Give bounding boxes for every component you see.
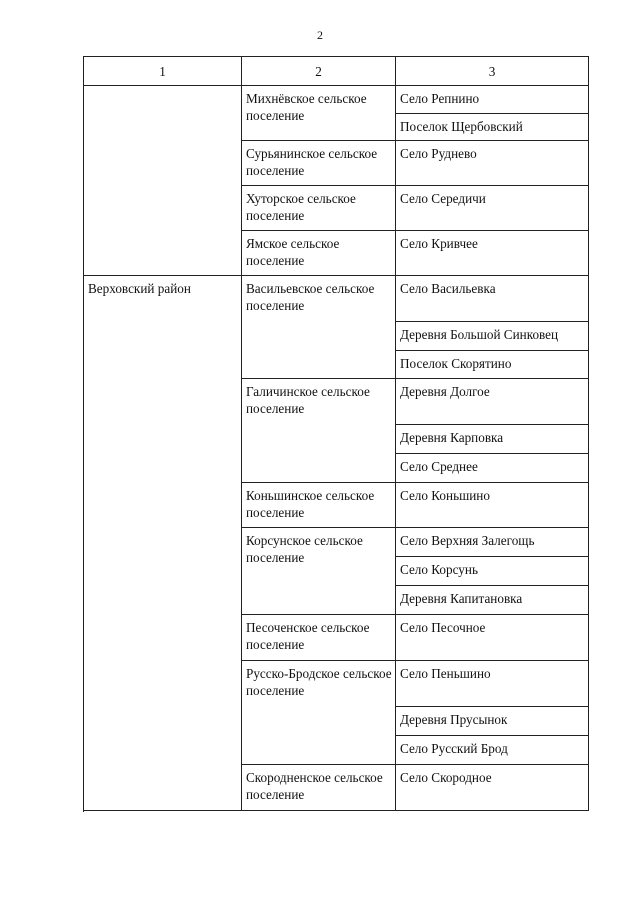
locality-cell: Село Репнино <box>396 86 589 114</box>
locality-cell: Село Васильевка <box>396 276 589 322</box>
table-row <box>84 86 589 114</box>
settlement-cell: Ямское сельское поселение <box>242 231 396 276</box>
settlements-table-container <box>83 56 589 811</box>
header-col-1: 1 <box>84 57 242 86</box>
settlement-cell: Скородненское сельское поселение <box>242 765 396 811</box>
settlement-cell: Русско-Бродское сельское поселение <box>242 661 396 765</box>
settlement-cell: Песоченское сельское поселение <box>242 615 396 661</box>
locality-cell: Село Кривчее <box>396 231 589 276</box>
header-row <box>84 57 589 86</box>
district-cell: Верховский район <box>84 276 242 811</box>
locality-cell: Село Скородное <box>396 765 589 811</box>
settlement-cell: Михнёвское сельское поселение <box>242 86 396 141</box>
locality-cell: Деревня Долгое <box>396 379 589 425</box>
locality-cell: Село Пеньшино <box>396 661 589 707</box>
settlements-table <box>83 56 589 811</box>
settlement-cell: Васильевское сельское поселение <box>242 276 396 379</box>
locality-cell: Деревня Капитановка <box>396 586 589 615</box>
settlement-cell: Галичинское сельское поселение <box>242 379 396 483</box>
header-col-3: 3 <box>396 57 589 86</box>
locality-cell: Село Коньшино <box>396 483 589 528</box>
locality-cell: Село Среднее <box>396 454 589 483</box>
locality-cell: Село Песочное <box>396 615 589 661</box>
settlement-cell: Сурьянинское сельское поселение <box>242 141 396 186</box>
locality-cell: Село Русский Брод <box>396 736 589 765</box>
locality-cell: Село Руднево <box>396 141 589 186</box>
page-number: 2 <box>317 28 323 42</box>
settlement-cell: Коньшинское сельское поселение <box>242 483 396 528</box>
locality-cell: Поселок Скорятино <box>396 351 589 379</box>
locality-cell: Деревня Прусынок <box>396 707 589 736</box>
locality-cell: Поселок Щербовский <box>396 114 589 141</box>
locality-cell: Деревня Большой Синковец <box>396 322 589 351</box>
locality-cell: Село Корсунь <box>396 557 589 586</box>
locality-cell: Село Верхняя Залегощь <box>396 528 589 557</box>
settlement-cell: Хуторское сельское поселение <box>242 186 396 231</box>
header-col-2: 2 <box>242 57 396 86</box>
district-cell <box>84 86 242 276</box>
locality-cell: Село Середичи <box>396 186 589 231</box>
settlement-cell: Корсунское сельское поселение <box>242 528 396 615</box>
locality-cell: Деревня Карповка <box>396 425 589 454</box>
table-row <box>84 276 589 322</box>
